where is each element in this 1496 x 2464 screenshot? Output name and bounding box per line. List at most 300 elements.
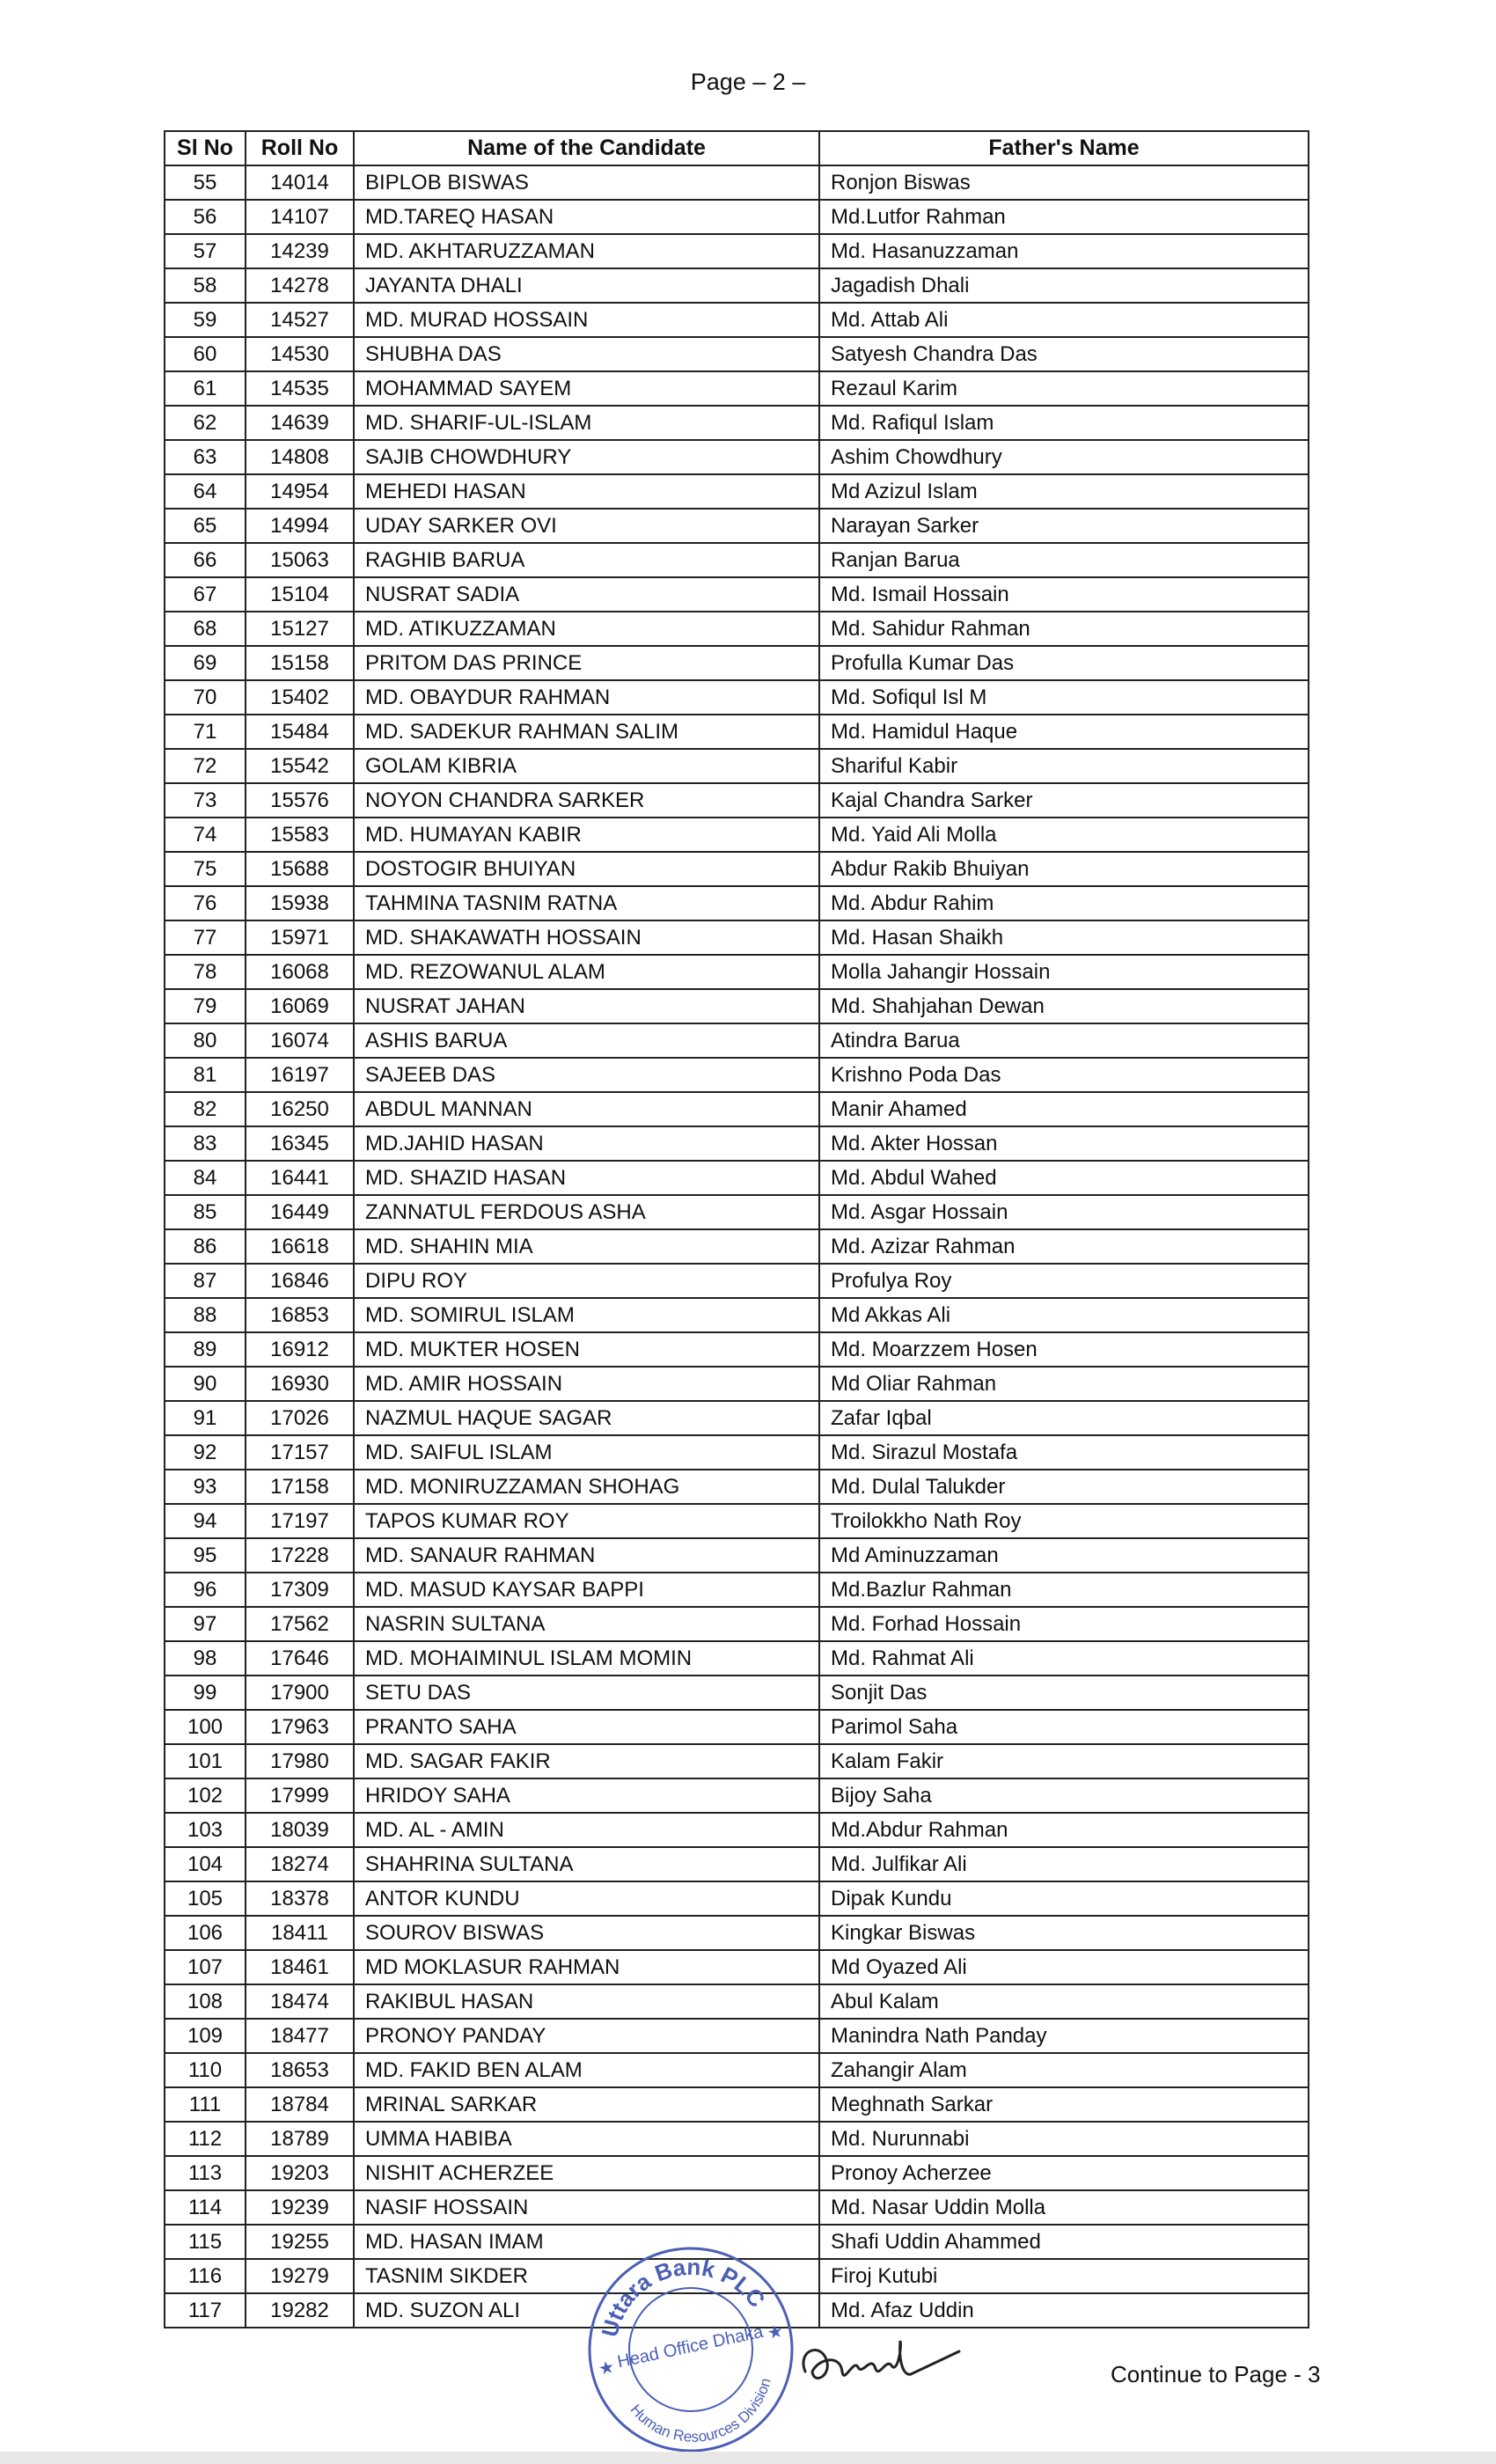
cell-candidate-name: MD. SAIFUL ISLAM: [354, 1435, 819, 1470]
cell-fathers-name: Md. Attab Ali: [819, 303, 1309, 337]
cell-sl-no: 86: [165, 1229, 246, 1264]
cell-candidate-name: JAYANTA DHALI: [354, 268, 819, 303]
cell-sl-no: 66: [165, 543, 246, 577]
cell-roll-no: 16250: [246, 1092, 354, 1126]
cell-roll-no: 15402: [246, 680, 354, 715]
table-row: [165, 818, 1309, 852]
cell-candidate-name: SOUROV BISWAS: [354, 1916, 819, 1950]
cell-sl-no: 106: [165, 1916, 246, 1950]
cell-roll-no: 18411: [246, 1916, 354, 1950]
cell-fathers-name: Ranjan Barua: [819, 543, 1309, 577]
cell-sl-no: 61: [165, 371, 246, 406]
cell-roll-no: 17999: [246, 1778, 354, 1813]
cell-sl-no: 73: [165, 783, 246, 818]
table-row: [165, 1778, 1309, 1813]
cell-roll-no: 17026: [246, 1401, 354, 1435]
table-row: [165, 234, 1309, 268]
table-row: [165, 1470, 1309, 1504]
cell-roll-no: 15688: [246, 852, 354, 886]
cell-candidate-name: MD.TAREQ HASAN: [354, 200, 819, 234]
table-row: [165, 2156, 1309, 2190]
cell-sl-no: 55: [165, 165, 246, 200]
cell-sl-no: 103: [165, 1813, 246, 1847]
cell-roll-no: 16441: [246, 1161, 354, 1195]
cell-fathers-name: Md. Ismail Hossain: [819, 577, 1309, 612]
cell-fathers-name: Kajal Chandra Sarker: [819, 783, 1309, 818]
cell-candidate-name: MRINAL SARKAR: [354, 2087, 819, 2122]
cell-fathers-name: Md. Hamidul Haque: [819, 715, 1309, 749]
table-row: [165, 1710, 1309, 1744]
cell-fathers-name: Md. Hasan Shaikh: [819, 920, 1309, 955]
cell-candidate-name: MD. SHAZID HASAN: [354, 1161, 819, 1195]
cell-sl-no: 84: [165, 1161, 246, 1195]
table-row: [165, 1504, 1309, 1538]
cell-candidate-name: GOLAM KIBRIA: [354, 749, 819, 783]
cell-candidate-name: MD. AL - AMIN: [354, 1813, 819, 1847]
cell-candidate-name: MD. HUMAYAN KABIR: [354, 818, 819, 852]
cell-sl-no: 64: [165, 474, 246, 509]
table-row: [165, 1023, 1309, 1058]
cell-sl-no: 76: [165, 886, 246, 920]
cell-fathers-name: Md. Shahjahan Dewan: [819, 989, 1309, 1023]
cell-candidate-name: ZANNATUL FERDOUS ASHA: [354, 1195, 819, 1229]
table-row: [165, 852, 1309, 886]
cell-sl-no: 104: [165, 1847, 246, 1881]
table-row: [165, 1573, 1309, 1607]
cell-sl-no: 81: [165, 1058, 246, 1092]
cell-sl-no: 111: [165, 2087, 246, 2122]
cell-sl-no: 60: [165, 337, 246, 371]
cell-roll-no: 15127: [246, 612, 354, 646]
cell-candidate-name: SHUBHA DAS: [354, 337, 819, 371]
cell-sl-no: 63: [165, 440, 246, 474]
table-row: [165, 1298, 1309, 1332]
table-row: [165, 2053, 1309, 2087]
cell-roll-no: 17197: [246, 1504, 354, 1538]
table-row: [165, 303, 1309, 337]
cell-candidate-name: MD. MONIRUZZAMAN SHOHAG: [354, 1470, 819, 1504]
cell-candidate-name: MD. SHAHIN MIA: [354, 1229, 819, 1264]
cell-fathers-name: Md. Abdul Wahed: [819, 1161, 1309, 1195]
cell-sl-no: 56: [165, 200, 246, 234]
table-row: [165, 2087, 1309, 2122]
cell-candidate-name: MD. SHAKAWATH HOSSAIN: [354, 920, 819, 955]
cell-roll-no: 14239: [246, 234, 354, 268]
cell-fathers-name: Manir Ahamed: [819, 1092, 1309, 1126]
cell-roll-no: 19203: [246, 2156, 354, 2190]
cell-roll-no: 16846: [246, 1264, 354, 1298]
table-row: [165, 1195, 1309, 1229]
cell-candidate-name: MD. MURAD HOSSAIN: [354, 303, 819, 337]
header-fathers-name: Father's Name: [819, 131, 1309, 165]
cell-sl-no: 65: [165, 509, 246, 543]
table-row: [165, 268, 1309, 303]
cell-fathers-name: Md. Nurunnabi: [819, 2122, 1309, 2156]
cell-sl-no: 69: [165, 646, 246, 680]
cell-fathers-name: Md. Azizar Rahman: [819, 1229, 1309, 1264]
cell-fathers-name: Md. Sofiqul Isl M: [819, 680, 1309, 715]
cell-fathers-name: Firoj Kutubi: [819, 2259, 1309, 2293]
cell-roll-no: 18653: [246, 2053, 354, 2087]
cell-candidate-name: MD MOKLASUR RAHMAN: [354, 1950, 819, 1984]
cell-sl-no: 102: [165, 1778, 246, 1813]
cell-roll-no: 16345: [246, 1126, 354, 1161]
table-row: [165, 474, 1309, 509]
cell-sl-no: 101: [165, 1744, 246, 1778]
cell-sl-no: 62: [165, 406, 246, 440]
table-row: [165, 337, 1309, 371]
cell-roll-no: 16930: [246, 1367, 354, 1401]
table-row: [165, 1332, 1309, 1367]
cell-roll-no: 17963: [246, 1710, 354, 1744]
table-row: [165, 1916, 1309, 1950]
cell-roll-no: 16074: [246, 1023, 354, 1058]
table-row: [165, 1847, 1309, 1881]
table-row: [165, 920, 1309, 955]
cell-roll-no: 18274: [246, 1847, 354, 1881]
seal-star-icon: ★: [597, 2357, 617, 2380]
cell-sl-no: 113: [165, 2156, 246, 2190]
table-row: [165, 1367, 1309, 1401]
header-row: [165, 131, 1309, 165]
cell-fathers-name: Md. Dulal Talukder: [819, 1470, 1309, 1504]
cell-roll-no: 16068: [246, 955, 354, 989]
table-row: [165, 1161, 1309, 1195]
header-sl-no: Sl No: [165, 131, 246, 165]
table-row: [165, 612, 1309, 646]
cell-candidate-name: PRITOM DAS PRINCE: [354, 646, 819, 680]
cell-sl-no: 74: [165, 818, 246, 852]
cell-fathers-name: Md Oyazed Ali: [819, 1950, 1309, 1984]
cell-sl-no: 83: [165, 1126, 246, 1161]
cell-candidate-name: MD. SUZON ALI: [354, 2293, 819, 2328]
cell-roll-no: 16069: [246, 989, 354, 1023]
table-row: [165, 1092, 1309, 1126]
signature: [788, 2323, 964, 2402]
table-row: [165, 200, 1309, 234]
cell-fathers-name: Md. Sahidur Rahman: [819, 612, 1309, 646]
cell-sl-no: 100: [165, 1710, 246, 1744]
cell-candidate-name: MD. OBAYDUR RAHMAN: [354, 680, 819, 715]
cell-fathers-name: Zahangir Alam: [819, 2053, 1309, 2087]
cell-candidate-name: MD. AKHTARUZZAMAN: [354, 234, 819, 268]
cell-candidate-name: MD. MASUD KAYSAR BAPPI: [354, 1573, 819, 1607]
scan-edge: [0, 2452, 1496, 2464]
cell-sl-no: 95: [165, 1538, 246, 1573]
table-row: [165, 1641, 1309, 1676]
cell-roll-no: 15542: [246, 749, 354, 783]
cell-candidate-name: MOHAMMAD SAYEM: [354, 371, 819, 406]
cell-sl-no: 112: [165, 2122, 246, 2156]
cell-candidate-name: NUSRAT SADIA: [354, 577, 819, 612]
cell-roll-no: 18461: [246, 1950, 354, 1984]
cell-roll-no: 14530: [246, 337, 354, 371]
cell-roll-no: 18477: [246, 2019, 354, 2053]
table-row: [165, 1881, 1309, 1916]
table-row: [165, 1744, 1309, 1778]
cell-fathers-name: Md.Abdur Rahman: [819, 1813, 1309, 1847]
cell-fathers-name: Ronjon Biswas: [819, 165, 1309, 200]
cell-sl-no: 68: [165, 612, 246, 646]
table-row: [165, 1607, 1309, 1641]
cell-roll-no: 16197: [246, 1058, 354, 1092]
cell-fathers-name: Troilokkho Nath Roy: [819, 1504, 1309, 1538]
cell-fathers-name: Jagadish Dhali: [819, 268, 1309, 303]
cell-sl-no: 87: [165, 1264, 246, 1298]
cell-fathers-name: Narayan Sarker: [819, 509, 1309, 543]
cell-sl-no: 117: [165, 2293, 246, 2328]
cell-fathers-name: Md.Bazlur Rahman: [819, 1573, 1309, 1607]
cell-roll-no: 19279: [246, 2259, 354, 2293]
candidate-table: [164, 130, 1309, 2328]
cell-candidate-name: NOYON CHANDRA SARKER: [354, 783, 819, 818]
cell-sl-no: 116: [165, 2259, 246, 2293]
cell-roll-no: 16618: [246, 1229, 354, 1264]
cell-fathers-name: Shariful Kabir: [819, 749, 1309, 783]
cell-roll-no: 19282: [246, 2293, 354, 2328]
seal-bottom-text: Human Resources Division: [627, 2376, 774, 2446]
cell-roll-no: 14278: [246, 268, 354, 303]
cell-fathers-name: Molla Jahangir Hossain: [819, 955, 1309, 989]
cell-candidate-name: MD. SAGAR FAKIR: [354, 1744, 819, 1778]
cell-sl-no: 93: [165, 1470, 246, 1504]
cell-fathers-name: Meghnath Sarkar: [819, 2087, 1309, 2122]
cell-sl-no: 109: [165, 2019, 246, 2053]
cell-roll-no: 15104: [246, 577, 354, 612]
cell-candidate-name: MD. FAKID BEN ALAM: [354, 2053, 819, 2087]
cell-fathers-name: Md. Yaid Ali Molla: [819, 818, 1309, 852]
cell-fathers-name: Md. Julfikar Ali: [819, 1847, 1309, 1881]
cell-sl-no: 80: [165, 1023, 246, 1058]
cell-candidate-name: UMMA HABIBA: [354, 2122, 819, 2156]
cell-fathers-name: Zafar Iqbal: [819, 1401, 1309, 1435]
table-row: [165, 1058, 1309, 1092]
cell-roll-no: 15158: [246, 646, 354, 680]
cell-candidate-name: UDAY SARKER OVI: [354, 509, 819, 543]
cell-sl-no: 82: [165, 1092, 246, 1126]
cell-candidate-name: NAZMUL HAQUE SAGAR: [354, 1401, 819, 1435]
cell-roll-no: 18784: [246, 2087, 354, 2122]
cell-roll-no: 15063: [246, 543, 354, 577]
table-row: [165, 783, 1309, 818]
cell-fathers-name: Satyesh Chandra Das: [819, 337, 1309, 371]
cell-candidate-name: MD. SANAUR RAHMAN: [354, 1538, 819, 1573]
cell-fathers-name: Md Oliar Rahman: [819, 1367, 1309, 1401]
cell-sl-no: 78: [165, 955, 246, 989]
cell-fathers-name: Ashim Chowdhury: [819, 440, 1309, 474]
table-row: [165, 989, 1309, 1023]
cell-roll-no: 18789: [246, 2122, 354, 2156]
cell-fathers-name: Md. Akter Hossan: [819, 1126, 1309, 1161]
cell-candidate-name: NASRIN SULTANA: [354, 1607, 819, 1641]
cell-sl-no: 97: [165, 1607, 246, 1641]
cell-roll-no: 17157: [246, 1435, 354, 1470]
cell-sl-no: 90: [165, 1367, 246, 1401]
table-header: [165, 131, 1309, 165]
table-row: [165, 509, 1309, 543]
cell-roll-no: 15938: [246, 886, 354, 920]
cell-candidate-name: MD. MOHAIMINUL ISLAM MOMIN: [354, 1641, 819, 1676]
cell-fathers-name: Manindra Nath Panday: [819, 2019, 1309, 2053]
cell-candidate-name: MEHEDI HASAN: [354, 474, 819, 509]
cell-candidate-name: MD. MUKTER HOSEN: [354, 1332, 819, 1367]
cell-fathers-name: Profulla Kumar Das: [819, 646, 1309, 680]
cell-fathers-name: Md.Lutfor Rahman: [819, 200, 1309, 234]
cell-candidate-name: ASHIS BARUA: [354, 1023, 819, 1058]
table-row: [165, 1950, 1309, 1984]
table-row: [165, 2190, 1309, 2225]
table-row: [165, 955, 1309, 989]
cell-fathers-name: Rezaul Karim: [819, 371, 1309, 406]
cell-sl-no: 94: [165, 1504, 246, 1538]
cell-roll-no: 18474: [246, 1984, 354, 2019]
cell-candidate-name: MD. REZOWANUL ALAM: [354, 955, 819, 989]
cell-roll-no: 14954: [246, 474, 354, 509]
cell-sl-no: 91: [165, 1401, 246, 1435]
header-roll-no: Roll No: [246, 131, 354, 165]
table-row: [165, 543, 1309, 577]
seal-top-text: Uttara Bank PLC: [596, 2253, 771, 2340]
cell-fathers-name: Pronoy Acherzee: [819, 2156, 1309, 2190]
cell-candidate-name: DIPU ROY: [354, 1264, 819, 1298]
cell-roll-no: 14527: [246, 303, 354, 337]
table-row: [165, 1984, 1309, 2019]
cell-fathers-name: Dipak Kundu: [819, 1881, 1309, 1916]
cell-fathers-name: Atindra Barua: [819, 1023, 1309, 1058]
cell-fathers-name: Shafi Uddin Ahammed: [819, 2225, 1309, 2259]
cell-candidate-name: PRANTO SAHA: [354, 1710, 819, 1744]
cell-candidate-name: TASNIM SIKDER: [354, 2259, 819, 2293]
cell-roll-no: 15971: [246, 920, 354, 955]
table-row: [165, 646, 1309, 680]
cell-candidate-name: NISHIT ACHERZEE: [354, 2156, 819, 2190]
cell-sl-no: 115: [165, 2225, 246, 2259]
cell-roll-no: 17980: [246, 1744, 354, 1778]
cell-sl-no: 96: [165, 1573, 246, 1607]
cell-sl-no: 71: [165, 715, 246, 749]
table-row: [165, 1435, 1309, 1470]
cell-roll-no: 18039: [246, 1813, 354, 1847]
cell-fathers-name: Abdur Rakib Bhuiyan: [819, 852, 1309, 886]
table-row: [165, 680, 1309, 715]
cell-sl-no: 75: [165, 852, 246, 886]
cell-candidate-name: MD. SADEKUR RAHMAN SALIM: [354, 715, 819, 749]
cell-candidate-name: MD. ATIKUZZAMAN: [354, 612, 819, 646]
table-row: [165, 1538, 1309, 1573]
cell-fathers-name: Md Aminuzzaman: [819, 1538, 1309, 1573]
cell-roll-no: 14014: [246, 165, 354, 200]
cell-candidate-name: TAPOS KUMAR ROY: [354, 1504, 819, 1538]
table-row: [165, 577, 1309, 612]
cell-candidate-name: RAGHIB BARUA: [354, 543, 819, 577]
cell-sl-no: 79: [165, 989, 246, 1023]
cell-candidate-name: SHAHRINA SULTANA: [354, 1847, 819, 1881]
table-row: [165, 1676, 1309, 1710]
seal-star-icon: ★: [765, 2321, 786, 2344]
cell-fathers-name: Md. Nasar Uddin Molla: [819, 2190, 1309, 2225]
cell-sl-no: 85: [165, 1195, 246, 1229]
cell-fathers-name: Md. Hasanuzzaman: [819, 234, 1309, 268]
cell-candidate-name: MD. HASAN IMAM: [354, 2225, 819, 2259]
cell-roll-no: 19239: [246, 2190, 354, 2225]
cell-sl-no: 89: [165, 1332, 246, 1367]
table-row: [165, 715, 1309, 749]
cell-candidate-name: RAKIBUL HASAN: [354, 1984, 819, 2019]
cell-roll-no: 14994: [246, 509, 354, 543]
cell-candidate-name: NASIF HOSSAIN: [354, 2190, 819, 2225]
cell-fathers-name: Kingkar Biswas: [819, 1916, 1309, 1950]
continue-note: Continue to Page - 3: [1111, 2361, 1321, 2387]
cell-fathers-name: Md Azizul Islam: [819, 474, 1309, 509]
cell-candidate-name: BIPLOB BISWAS: [354, 165, 819, 200]
cell-fathers-name: Md. Moarzzem Hosen: [819, 1332, 1309, 1367]
table-row: [165, 406, 1309, 440]
table-row: [165, 1401, 1309, 1435]
cell-candidate-name: PRONOY PANDAY: [354, 2019, 819, 2053]
cell-sl-no: 70: [165, 680, 246, 715]
table-row: [165, 371, 1309, 406]
cell-fathers-name: Sonjit Das: [819, 1676, 1309, 1710]
table-row: [165, 1264, 1309, 1298]
cell-fathers-name: Bijoy Saha: [819, 1778, 1309, 1813]
cell-roll-no: 19255: [246, 2225, 354, 2259]
table-row: [165, 1126, 1309, 1161]
cell-fathers-name: Md. Abdur Rahim: [819, 886, 1309, 920]
table-row: [165, 1813, 1309, 1847]
cell-fathers-name: Md. Sirazul Mostafa: [819, 1435, 1309, 1470]
cell-roll-no: 18378: [246, 1881, 354, 1916]
cell-candidate-name: ABDUL MANNAN: [354, 1092, 819, 1126]
cell-roll-no: 17900: [246, 1676, 354, 1710]
cell-sl-no: 110: [165, 2053, 246, 2087]
cell-sl-no: 92: [165, 1435, 246, 1470]
cell-roll-no: 14808: [246, 440, 354, 474]
cell-roll-no: 17562: [246, 1607, 354, 1641]
table-row: [165, 165, 1309, 200]
table-row: [165, 440, 1309, 474]
cell-sl-no: 98: [165, 1641, 246, 1676]
cell-candidate-name: ANTOR KUNDU: [354, 1881, 819, 1916]
cell-roll-no: 17158: [246, 1470, 354, 1504]
cell-roll-no: 15576: [246, 783, 354, 818]
cell-sl-no: 105: [165, 1881, 246, 1916]
cell-candidate-name: NUSRAT JAHAN: [354, 989, 819, 1023]
cell-fathers-name: Profulya Roy: [819, 1264, 1309, 1298]
cell-roll-no: 15484: [246, 715, 354, 749]
cell-sl-no: 107: [165, 1950, 246, 1984]
cell-sl-no: 77: [165, 920, 246, 955]
cell-candidate-name: SETU DAS: [354, 1676, 819, 1710]
cell-sl-no: 59: [165, 303, 246, 337]
cell-fathers-name: Md. Rahmat Ali: [819, 1641, 1309, 1676]
table-row: [165, 886, 1309, 920]
cell-candidate-name: SAJEEB DAS: [354, 1058, 819, 1092]
cell-fathers-name: Md. Asgar Hossain: [819, 1195, 1309, 1229]
header-candidate-name: Name of the Candidate: [354, 131, 819, 165]
cell-roll-no: 17228: [246, 1538, 354, 1573]
table-row: [165, 2122, 1309, 2156]
cell-candidate-name: MD. SHARIF-UL-ISLAM: [354, 406, 819, 440]
table-row: [165, 1229, 1309, 1264]
office-seal: [581, 2240, 801, 2460]
cell-roll-no: 17646: [246, 1641, 354, 1676]
cell-fathers-name: Parimol Saha: [819, 1710, 1309, 1744]
cell-fathers-name: Md Akkas Ali: [819, 1298, 1309, 1332]
cell-roll-no: 16853: [246, 1298, 354, 1332]
cell-candidate-name: SAJIB CHOWDHURY: [354, 440, 819, 474]
cell-roll-no: 17309: [246, 1573, 354, 1607]
cell-roll-no: 14535: [246, 371, 354, 406]
